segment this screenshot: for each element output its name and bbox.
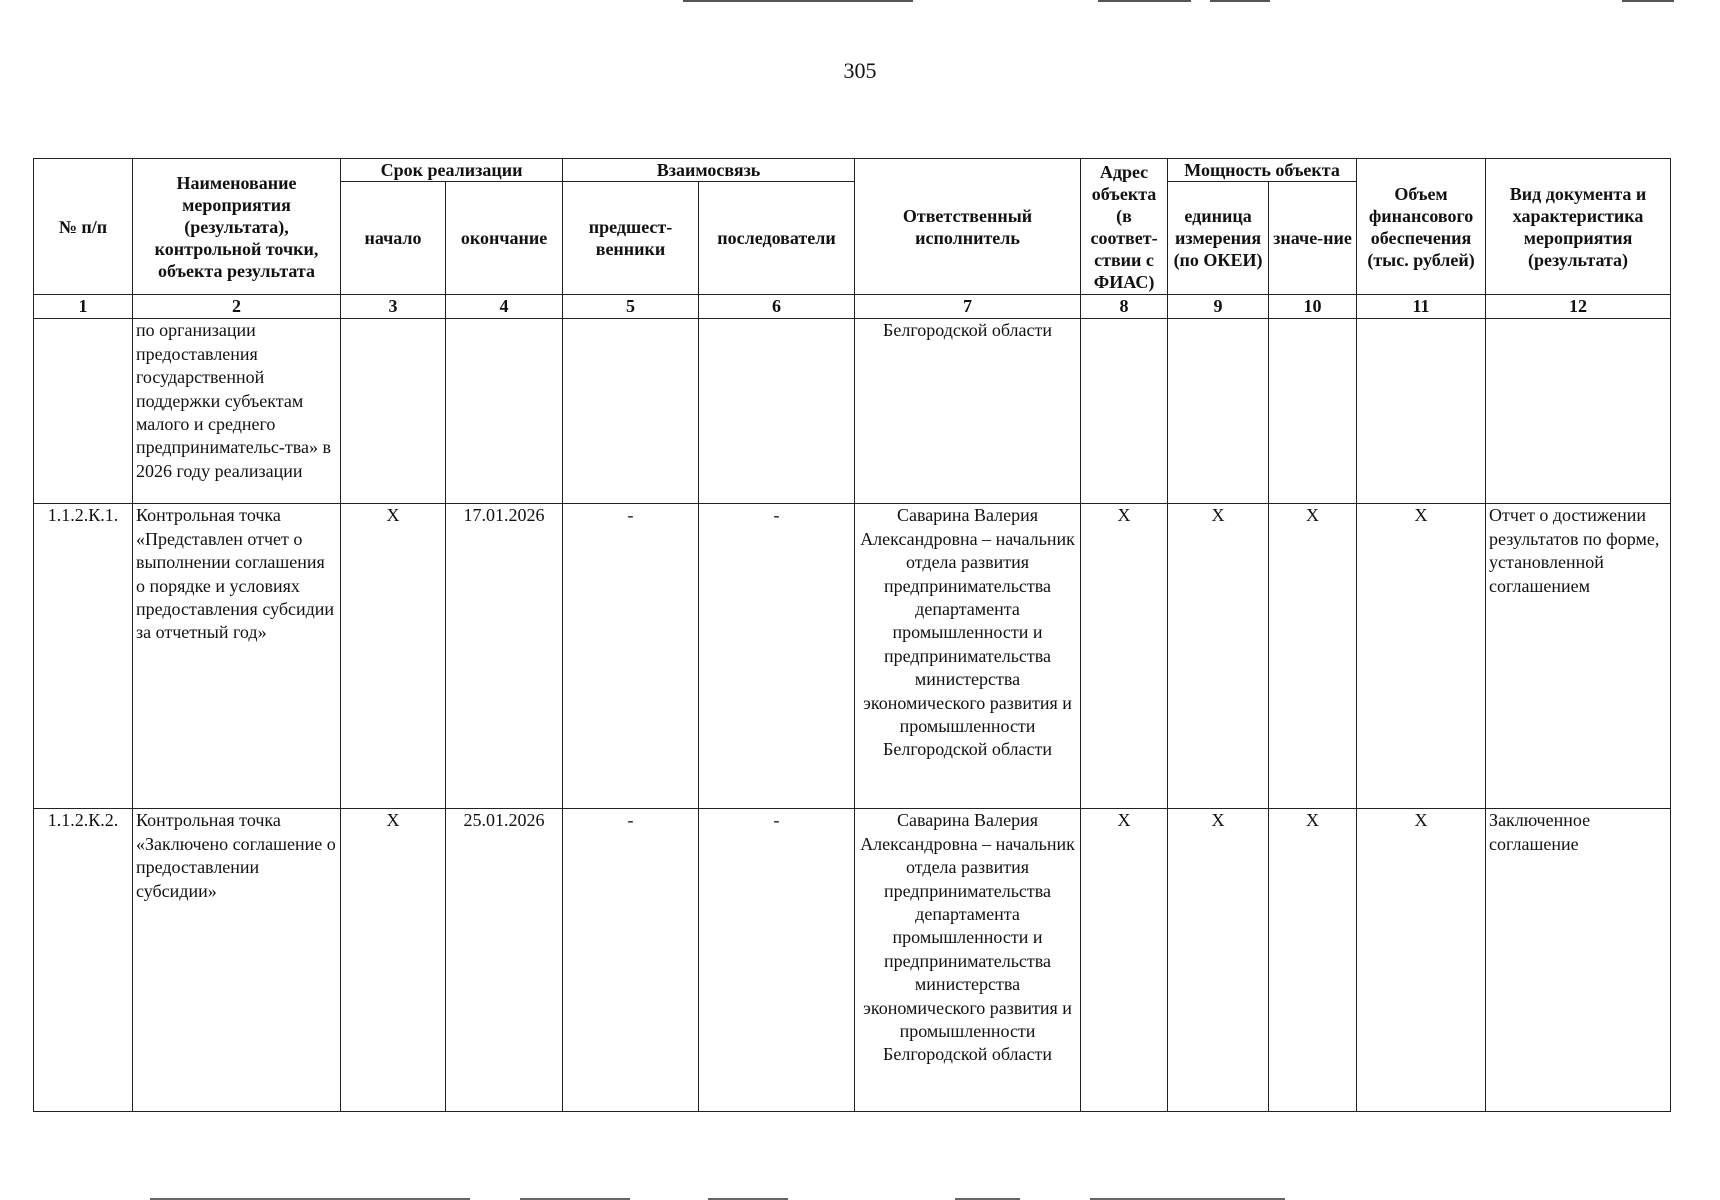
page-number: 305 — [843, 58, 877, 83]
header-relation: Взаимосвязь — [563, 159, 855, 182]
header-end: окончание — [446, 182, 563, 295]
cell-end: 25.01.2026 — [446, 809, 563, 1112]
table-row — [34, 809, 1671, 1112]
cell-predecessors — [563, 319, 699, 504]
cell-value: Х — [1269, 504, 1357, 809]
cell-num: 1.1.2.К.1. — [34, 504, 133, 809]
cell-address — [1081, 319, 1168, 504]
header-value: значе-ние — [1269, 182, 1357, 295]
cell-num: 1.1.2.К.2. — [34, 809, 133, 1112]
cell-name: по организации предоставления государственной поддержки субъектам малого и среднего предпринимательс-тва» в 2026 году реализации — [133, 319, 341, 504]
scan-edge-line — [1622, 0, 1674, 2]
cell-unit — [1168, 319, 1269, 504]
header-start: начало — [341, 182, 446, 295]
cell-responsible: Саварина Валерия Александровна – начальник отдела развития предпринимательства департамента промышленности и предпринимательства министерства экономического развития и промышленности Белгородской области — [855, 504, 1081, 809]
cell-successors — [699, 319, 855, 504]
schedule-table — [33, 158, 1671, 1112]
cell-responsible: Саварина Валерия Александровна – начальник отдела развития предпринимательства департамента промышленности и предпринимательства министерства экономического развития и промышленности Белгородской области — [855, 809, 1081, 1112]
cell-end — [446, 319, 563, 504]
column-number: 1 — [34, 295, 133, 319]
cell-start: Х — [341, 809, 446, 1112]
cell-unit: Х — [1168, 504, 1269, 809]
column-number: 12 — [1486, 295, 1671, 319]
cell-finance: Х — [1357, 504, 1486, 809]
column-number: 8 — [1081, 295, 1168, 319]
scan-edge-line — [1098, 0, 1191, 2]
header-capacity: Мощность объекта — [1168, 159, 1357, 182]
cell-responsible: Белгородской области — [855, 319, 1081, 504]
header-unit: единица измерения (по ОКЕИ) — [1168, 182, 1269, 295]
cell-predecessors: - — [563, 504, 699, 809]
scan-edge-line — [1210, 0, 1270, 2]
column-number: 10 — [1269, 295, 1357, 319]
header-successors: последователи — [699, 182, 855, 295]
cell-doc-type: Заключенное соглашение — [1486, 809, 1671, 1112]
table-row — [34, 504, 1671, 809]
cell-start — [341, 319, 446, 504]
header-doc-type: Вид документа и характеристика мероприятия (результата) — [1486, 159, 1671, 295]
cell-end: 17.01.2026 — [446, 504, 563, 809]
header-responsible: Ответственный исполнитель — [855, 159, 1081, 295]
table-row — [34, 319, 1671, 504]
header-row — [34, 159, 1671, 182]
scan-edge-line — [683, 0, 913, 2]
cell-address: Х — [1081, 809, 1168, 1112]
cell-finance — [1357, 319, 1486, 504]
cell-doc-type: Отчет о достижении результатов по форме, установленной соглашением — [1486, 504, 1671, 809]
cell-num — [34, 319, 133, 504]
cell-predecessors: - — [563, 809, 699, 1112]
cell-address: Х — [1081, 504, 1168, 809]
column-number: 6 — [699, 295, 855, 319]
cell-unit: Х — [1168, 809, 1269, 1112]
column-number: 9 — [1168, 295, 1269, 319]
column-number: 2 — [133, 295, 341, 319]
cell-finance: Х — [1357, 809, 1486, 1112]
header-finance: Объем финансового обеспечения (тыс. рублей) — [1357, 159, 1486, 295]
column-number: 5 — [563, 295, 699, 319]
cell-successors: - — [699, 504, 855, 809]
header-address: Адрес объекта (в соответ-ствии с ФИАС) — [1081, 159, 1168, 295]
header-num: № п/п — [34, 159, 133, 295]
column-number: 3 — [341, 295, 446, 319]
column-number: 4 — [446, 295, 563, 319]
cell-name: Контрольная точка «Заключено соглашение о предоставлении субсидии» — [133, 809, 341, 1112]
header-predecessors: предшест-венники — [563, 182, 699, 295]
column-number: 7 — [855, 295, 1081, 319]
cell-successors: - — [699, 809, 855, 1112]
column-number-row — [34, 295, 1671, 319]
cell-value — [1269, 319, 1357, 504]
cell-name: Контрольная точка «Представлен отчет о выполнении соглашения о порядке и условиях предоставления субсидии за отчетный год» — [133, 504, 341, 809]
cell-doc-type — [1486, 319, 1671, 504]
column-number: 11 — [1357, 295, 1486, 319]
header-name: Наименование мероприятия (результата), контрольной точки, объекта результата — [133, 159, 341, 295]
cell-start: Х — [341, 504, 446, 809]
cell-value: Х — [1269, 809, 1357, 1112]
header-period: Срок реализации — [341, 159, 563, 182]
